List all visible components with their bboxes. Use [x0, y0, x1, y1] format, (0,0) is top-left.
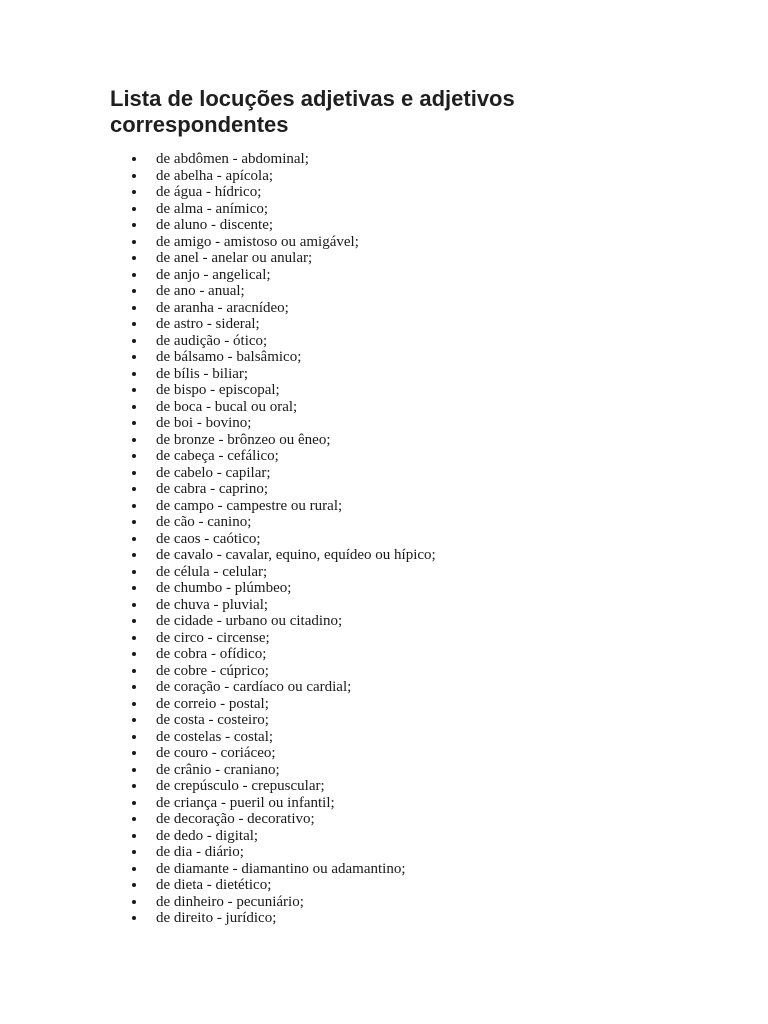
bullet-icon: [132, 190, 136, 194]
bullet-icon: [132, 900, 136, 904]
list-item-text: de ano - anual;: [156, 283, 245, 299]
bullet-icon: [132, 471, 136, 475]
list-item: [110, 300, 436, 317]
list-item-text: de abelha - apícola;: [156, 167, 274, 184]
list-item: [110, 250, 436, 267]
bullet-icon: [132, 438, 136, 442]
list-item: [110, 597, 436, 614]
bullet-icon: [132, 784, 136, 788]
list-item: [110, 613, 436, 630]
list-item-text: de dedo - digital;: [156, 827, 259, 844]
list-item: [110, 448, 436, 465]
list-item: [110, 564, 436, 581]
bullet-icon: [132, 504, 136, 508]
bullet-icon: [132, 157, 136, 161]
list-item-text: de caos - caótico;: [156, 530, 261, 547]
list-item-text: de água - hídrico;: [156, 184, 262, 200]
list-item-text: de crânio - craniano;: [156, 761, 280, 778]
list-item-text: de abdômen - abdominal;: [156, 151, 309, 167]
list-item: [110, 828, 436, 845]
list-item-text: de chuva - pluvial;: [156, 596, 269, 613]
list-item: [110, 415, 436, 432]
list-item-text: de bronze - brônzeo ou êneo;: [156, 431, 331, 448]
list-item: [110, 811, 436, 828]
bullet-icon: [132, 619, 136, 623]
list-item-text: de célula - celular;: [156, 563, 268, 580]
list-item: [110, 333, 436, 350]
list-item-text: de criança - pueril ou infantil;: [156, 794, 335, 811]
bullet-icon: [132, 801, 136, 805]
bullet-icon: [132, 520, 136, 524]
list-item: [110, 910, 436, 927]
list-item: [110, 366, 436, 383]
list-item: [110, 762, 436, 779]
bullet-icon: [132, 487, 136, 491]
list-item-text: de direito - jurídico;: [156, 910, 277, 926]
bullet-icon: [132, 339, 136, 343]
bullet-icon: [132, 388, 136, 392]
list-item-text: de aranha - aracnídeo;: [156, 299, 289, 316]
list-item: [110, 712, 436, 729]
list-item: [110, 201, 436, 218]
list-item-text: de audição - ótico;: [156, 332, 268, 349]
list-item: [110, 696, 436, 713]
list-item: [110, 217, 436, 234]
list-item: [110, 547, 436, 564]
list-item-text: de boca - bucal ou oral;: [156, 398, 298, 415]
bullet-icon: [132, 289, 136, 293]
list-item: [110, 151, 436, 168]
list-item-text: de alma - anímico;: [156, 200, 269, 217]
list-item: [110, 316, 436, 333]
list-item: [110, 399, 436, 416]
bullet-icon: [132, 603, 136, 607]
bullet-icon: [132, 207, 136, 211]
list-item: [110, 646, 436, 663]
bullet-icon: [132, 702, 136, 706]
list-item: [110, 630, 436, 647]
list-item: [110, 795, 436, 812]
list-item-text: de cobra - ofídico;: [156, 646, 267, 662]
list-item: [110, 679, 436, 696]
bullet-icon: [132, 256, 136, 260]
list-item-text: de anjo - angelical;: [156, 266, 271, 283]
bullet-icon: [132, 652, 136, 656]
bullet-icon: [132, 405, 136, 409]
bullet-icon: [132, 834, 136, 838]
bullet-icon: [132, 223, 136, 227]
list-item-text: de bílis - biliar;: [156, 365, 249, 382]
list-item-text: de anel - anelar ou anular;: [156, 250, 313, 266]
bullet-icon: [132, 537, 136, 541]
list-item-text: de campo - campestre ou rural;: [156, 497, 343, 514]
bullet-icon: [132, 570, 136, 574]
bullet-icon: [132, 751, 136, 755]
list-item-text: de cavalo - cavalar, equino, equídeo ou hípico;: [156, 547, 436, 563]
list-item-text: de cabelo - capilar;: [156, 464, 271, 481]
list-item-text: de amigo - amistoso ou amigável;: [156, 233, 359, 250]
bullet-icon: [132, 273, 136, 277]
list-item: [110, 844, 436, 861]
bullet-icon: [132, 817, 136, 821]
page-title: Lista de locuções adjetivas e adjetivos correspondentes: [110, 86, 515, 137]
bullet-icon: [132, 636, 136, 640]
list-item-text: de correio - postal;: [156, 695, 269, 712]
bullet-icon: [132, 916, 136, 920]
bullet-icon: [132, 768, 136, 772]
list-item-text: de coração - cardíaco ou cardial;: [156, 679, 352, 695]
bullet-icon: [132, 883, 136, 887]
list-item-text: de dinheiro - pecuniário;: [156, 893, 304, 910]
list-item: [110, 729, 436, 746]
bullet-icon: [132, 735, 136, 739]
bullet-icon: [132, 718, 136, 722]
list-item: [110, 861, 436, 878]
list-item-text: de decoração - decorativo;: [156, 811, 315, 827]
list-item: [110, 877, 436, 894]
list-item-text: de dieta - dietético;: [156, 877, 272, 893]
list-item: [110, 168, 436, 185]
list-item-text: de dia - diário;: [156, 844, 244, 860]
list-item: [110, 531, 436, 548]
list-item: [110, 498, 436, 515]
list-item-text: de diamante - diamantino ou adamantino;: [156, 860, 406, 877]
bullet-icon: [132, 322, 136, 326]
list-item: [110, 663, 436, 680]
list-item-text: de costelas - costal;: [156, 728, 274, 745]
list-item-text: de couro - coriáceo;: [156, 745, 276, 761]
list-item-text: de aluno - discente;: [156, 217, 274, 233]
list-item: [110, 283, 436, 300]
list-item-text: de boi - bovino;: [156, 415, 252, 431]
bullet-icon: [132, 669, 136, 673]
list-item-text: de cobre - cúprico;: [156, 662, 269, 679]
bullet-icon: [132, 174, 136, 178]
bullet-icon: [132, 586, 136, 590]
bullet-icon: [132, 421, 136, 425]
bullet-icon: [132, 240, 136, 244]
list-item: [110, 514, 436, 531]
list-item-text: de chumbo - plúmbeo;: [156, 580, 292, 596]
adjective-list: [110, 151, 436, 927]
list-item-text: de bálsamo - balsâmico;: [156, 349, 302, 365]
bullet-icon: [132, 454, 136, 458]
list-item-text: de cidade - urbano ou citadino;: [156, 613, 343, 629]
bullet-icon: [132, 306, 136, 310]
list-item: [110, 349, 436, 366]
list-item: [110, 778, 436, 795]
list-item: [110, 234, 436, 251]
list-item: [110, 745, 436, 762]
list-item: [110, 382, 436, 399]
list-item-text: de costa - costeiro;: [156, 712, 269, 728]
list-item-text: de cabeça - cefálico;: [156, 448, 279, 464]
bullet-icon: [132, 867, 136, 871]
list-item: [110, 267, 436, 284]
list-item-text: de crepúsculo - crepuscular;: [156, 778, 325, 794]
list-item-text: de cão - canino;: [156, 514, 252, 530]
bullet-icon: [132, 355, 136, 359]
list-item: [110, 432, 436, 449]
list-item: [110, 184, 436, 201]
list-item-text: de cabra - caprino;: [156, 481, 269, 497]
list-item-text: de circo - circense;: [156, 629, 270, 646]
bullet-icon: [132, 850, 136, 854]
bullet-icon: [132, 685, 136, 689]
bullet-icon: [132, 372, 136, 376]
list-item-text: de bispo - episcopal;: [156, 382, 280, 398]
bullet-icon: [132, 553, 136, 557]
list-item-text: de astro - sideral;: [156, 316, 260, 332]
list-item: [110, 894, 436, 911]
list-item: [110, 580, 436, 597]
list-item: [110, 481, 436, 498]
list-item: [110, 465, 436, 482]
